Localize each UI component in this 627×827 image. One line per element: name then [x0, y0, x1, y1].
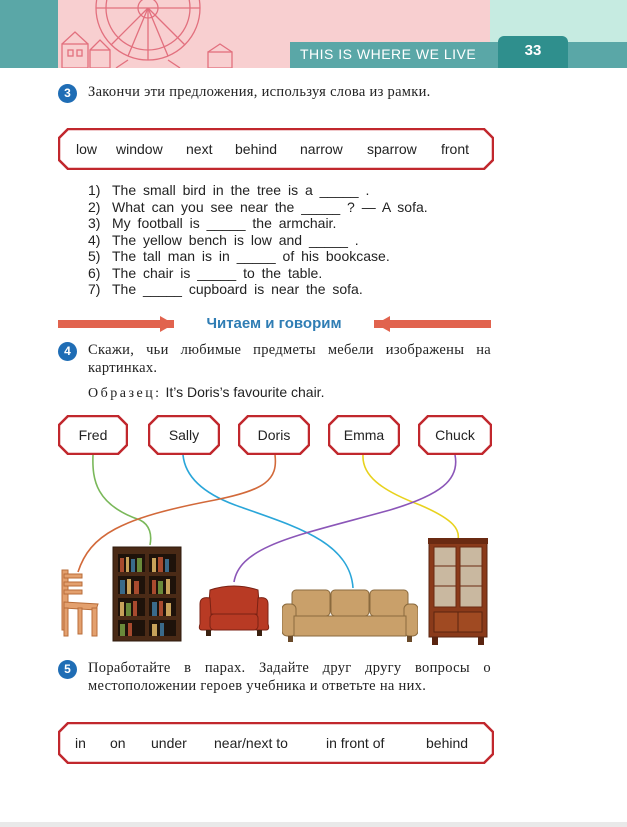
- bookcase-image: [112, 546, 182, 642]
- task-5-instruction: Поработайте в парах. Задайте друг другу вопросы о местоположении героев учебника и ответьте на них.: [88, 660, 491, 694]
- sentence-3: 3) My football is _____ the armchair.: [88, 215, 337, 231]
- word-narrow: narrow: [300, 141, 343, 157]
- word-under: under: [151, 735, 187, 751]
- sentence-7: 7) The _____ cupboard is near the sofa.: [88, 281, 363, 297]
- sentence-4: 4) The yellow bench is low and _____ .: [88, 232, 359, 248]
- sentence-5: 5) The tall man is in _____ of his bookcase.: [88, 248, 390, 264]
- task-3-instruction: Закончи эти предложения, используя слова из рамки.: [88, 84, 431, 100]
- task-4-instruction: Скажи, чьи любимые предметы мебели изображены на картинках.: [88, 342, 491, 376]
- section-title: THIS IS WHERE WE LIVE: [300, 46, 477, 62]
- name-badge-fred: Fred: [58, 415, 128, 455]
- task-5-word-box: [58, 722, 494, 764]
- word-next: next: [186, 141, 213, 157]
- name-badge-doris: Doris: [238, 415, 310, 455]
- chair-image: [56, 568, 102, 638]
- page-bottom-edge: [0, 822, 627, 827]
- example-text: It’s Doris’s favourite chair.: [165, 384, 325, 400]
- sentence-6: 6) The chair is _____ to the table.: [88, 265, 323, 281]
- sentence-2: 2) What can you see near the _____ ? — A sofa.: [88, 199, 428, 215]
- word-sparrow: sparrow: [367, 141, 417, 157]
- word-behind-2: behind: [426, 735, 469, 751]
- name-badge-emma: Emma: [328, 415, 400, 455]
- sentence-1: 1) The small bird in the tree is a _____ .: [88, 182, 370, 198]
- word-window: window: [116, 141, 163, 157]
- word-behind: behind: [235, 141, 278, 157]
- section-heading: Читаем и говорим: [174, 314, 374, 334]
- task-5-number: 5: [58, 660, 77, 679]
- line-fred: [93, 455, 151, 545]
- armchair-image: [198, 584, 270, 640]
- word-in: in: [75, 735, 86, 751]
- task-3-number: 3: [58, 84, 77, 103]
- task-4-number: 4: [58, 342, 77, 361]
- name-badge-sally: Sally: [148, 415, 220, 455]
- word-near-next-to: near/next to: [214, 735, 288, 751]
- page-number: 33: [524, 42, 542, 59]
- line-emma: [363, 455, 458, 540]
- word-low: low: [76, 141, 98, 157]
- word-on: on: [110, 735, 126, 751]
- name-badge-chuck: Chuck: [418, 415, 492, 455]
- sofa-image: [282, 588, 418, 644]
- line-sally: [183, 455, 353, 588]
- glass-cupboard-image: [428, 538, 488, 646]
- example-label: Образец:: [88, 386, 162, 401]
- word-front: front: [441, 141, 470, 157]
- word-in-front-of: in front of: [326, 735, 385, 751]
